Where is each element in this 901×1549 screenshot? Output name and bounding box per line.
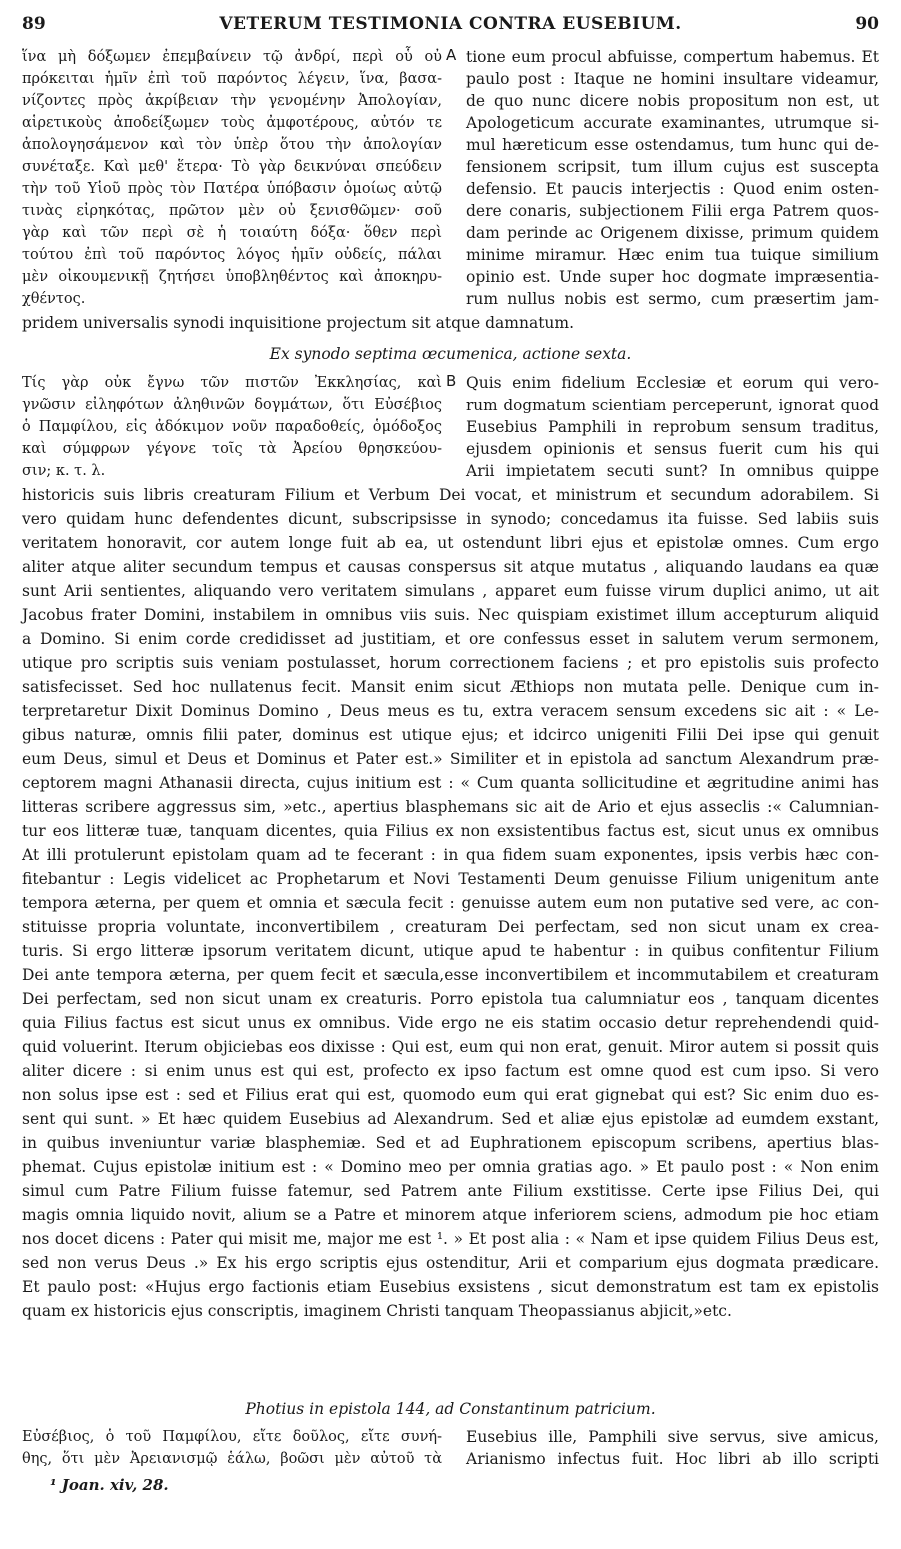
latin-line: de quo nunc dicere nobis propositum non est, ut xyxy=(466,92,879,110)
greek-line: ἵνα μὴ δόξωμεν ἐπεμβαίνειν τῷ ἀνδρί, περὶ οὗ οὐ xyxy=(22,49,442,65)
section-heading: Photius in epistola 144, ad Constantinum patricium. xyxy=(245,1400,656,1418)
margin-marker-a: A xyxy=(446,46,457,64)
full-width-line: litteras scribere aggressus sim, »etc., apertius blasphemans sic ait de Ario et ejus asseclis :« Calumnian- xyxy=(22,798,879,816)
greek-line: καὶ σύμφρων γέγονε τοῖς τὰ Ἀρείου θρησκεύου- xyxy=(22,441,442,457)
full-width-line: Dei ante tempora æterna, per quem fecit et sæcula,esse inconvertibilem et incommutabilem et creaturam xyxy=(22,966,879,984)
margin-marker-b: B xyxy=(446,372,457,390)
full-width-line: At illi protulerunt epistolam quam ad te fecerant : in qua fidem suam exponentes, ipsis verbis hæc con- xyxy=(22,846,879,864)
full-width-line: stituisse propria voluntate, inconvertibilem , creaturam Dei perfectam, sed non sicut unam ex crea- xyxy=(22,918,879,936)
full-width-line: aliter dicere : si enim unus est qui est, profecto ex ipso factum est omne quod est cum ipso. Si vero xyxy=(22,1062,879,1080)
full-width-line: historicis suis libris creaturam Filium et Verbum Dei vocat, et ministrum et secundum adorabilem. Si xyxy=(22,486,879,504)
greek-line: τὴν τοῦ Υἱοῦ πρὸς τὸν Πατέρα ὑπόβασιν ὁμοίως αὐτῷ xyxy=(22,181,442,197)
full-width-line: fitebantur : Legis videlicet ac Prophetarum et Novi Testamenti Deum genuisse Filium unigenitum ante xyxy=(22,870,879,888)
greek-line: συνέταξε. Καὶ μεθ' ἕτερα· Τὸ γὰρ δεικνύναι σπεύδειν xyxy=(22,159,442,175)
latin-line: dere conaris, subjectionem Filii erga Patrem quos- xyxy=(466,202,879,220)
full-width-line: ceptorem magni Athanasii directa, cujus initium est : « Cum quanta sollicitudine et ægritudine animi has xyxy=(22,774,879,792)
running-title: VETERUM TESTIMONIA CONTRA EUSEBIUM. xyxy=(219,14,682,34)
full-width-line: sunt Arii sentientes, aliquando vero veritatem simulans , apparet eum fuisse virum duplici animo, ut ait xyxy=(22,582,879,600)
greek-line: νίζοντες πρὸς ἀκρίβειαν τὴν γενομένην Ἀπολογίαν, xyxy=(22,93,442,109)
running-header xyxy=(22,10,879,40)
latin-line: defensio. Et paucis interjectis : Quod enim osten- xyxy=(466,180,879,198)
full-width-line: eum Deus, simul et Deus et Dominus et Pater est.» Similiter et in epistola ad sanctum Alexandrum præ- xyxy=(22,750,879,768)
full-width-line: pridem universalis synodi inquisitione projectum sit atque damnatum. xyxy=(22,314,575,332)
latin-line: rum nullus nobis est sermo, cum præsertim jam- xyxy=(466,290,879,308)
full-width-line: satisfecisset. Sed hoc nullatenus fecit. Mansit enim sicut Æthiops non mutata pelle. Denique cum in- xyxy=(22,678,879,696)
full-width-line: terpretaretur Dixit Dominus Domino , Deus meus es tu, extra veracem sensum excedens sic ait : « Le- xyxy=(22,702,879,720)
full-width-line: magis omnia liquido novit, alium se a Patre et minorem atque inferiorem sciens, admodum pie hoc etiam xyxy=(22,1206,879,1224)
latin-line: mul hæreticum esse ostendamus, tum hunc qui de- xyxy=(466,136,879,154)
greek-line: Τίς γὰρ οὐκ ἔγνω τῶν πιστῶν Ἐκκλησίας, καὶ xyxy=(22,375,442,391)
greek-line: γὰρ καὶ τῶν περὶ σὲ ἡ τοιαύτη δόξα· ὅθεν περὶ xyxy=(22,225,442,241)
greek-line: ὁ Παμφίλου, εἰς ἀδόκιμον νοῦν παραδοθείς, ὁμόδοξος xyxy=(22,419,442,435)
full-width-line: in quibus inveniuntur variæ blasphemiæ. Sed et ad Euphrationem episcopum scribens, apertius blas- xyxy=(22,1134,879,1152)
full-width-line: non solus ipse est : sed et Filius erat qui est, quomodo eum qui erat gignebat qui est? Sic enim duo es- xyxy=(22,1086,879,1104)
full-width-line: utique pro scriptis suis veniam postulasset, horum correctionem faciens ; et pro epistolis suis profecto xyxy=(22,654,879,672)
greek-line: πρόκειται ἡμῖν ἐπὶ τοῦ παρόντος λέγειν, ἵνα, βασα- xyxy=(22,71,442,87)
full-width-line: a Domino. Si enim corde credidisset ad justitiam, et ore confessus esset in salutem verum sermonem, xyxy=(22,630,879,648)
footnote: ¹ Joan. xiv, 28. xyxy=(50,1476,169,1494)
full-width-line: phemat. Cujus epistolæ initium est : « Domino meo per omnia gratias ago. » Et paulo post : « Non enim xyxy=(22,1158,879,1176)
greek-line: σιν; κ. τ. λ. xyxy=(22,463,106,479)
full-width-line: vero quidam hunc defendentes dicunt, subscripsisse in synodo; concedamus ita fuisse. Sed labiis suis xyxy=(22,510,879,528)
greek-line: μὲν οἰκουμενικῇ ζητήσει ὑποβληθέντος καὶ ἀποκηρυ- xyxy=(22,269,442,285)
latin-line: ejusdem opinionis et sensus fuerit cum his qui xyxy=(466,440,879,458)
latin-line: paulo post : Itaque ne homini insultare videamur, xyxy=(466,70,879,88)
full-width-line: quid voluerint. Iterum objiciebas eos dixisse : Qui est, eum qui non erat, genuit. Miror autem si possit quis xyxy=(22,1038,879,1056)
greek-line: γνῶσιν εἰληφότων ἀληθινῶν δογμάτων, ὅτι Εὐσέβιος xyxy=(22,397,442,413)
greek-line: ἀπολογησάμενον καὶ τὸν ὑπὲρ ὅτου τὴν ἀπολογίαν xyxy=(22,137,442,153)
latin-line: Arii impietatem secuti sunt? In omnibus quippe xyxy=(466,462,879,480)
page-number-left: 89 xyxy=(22,14,46,34)
section-heading: Ex synodo septima œcumenica, actione sexta. xyxy=(269,345,632,363)
greek-line: τούτου ἐπὶ τοῦ παρόντος λόγος ἡμῖν οὐδείς, πάλαι xyxy=(22,247,442,263)
latin-line: Arianismo infectus fuit. Hoc libri ab illo scripti xyxy=(466,1450,879,1468)
full-width-line: turis. Si ergo litteræ ipsorum veritatem dicunt, utique apud te habentur : in quibus confitentur Filium xyxy=(22,942,879,960)
full-width-line: quia Filius factus est sicut unus ex omnibus. Vide ergo ne eis statim occasio detur reprehendendi quid- xyxy=(22,1014,879,1032)
latin-line: Quis enim fidelium Ecclesiæ et eorum qui vero- xyxy=(466,374,879,392)
full-width-line: sent qui sunt. » Et hæc quidem Eusebius ad Alexandrum. Sed et aliæ ejus epistolæ ad eumdem exstant, xyxy=(22,1110,879,1128)
greek-line: θης, ὅτι μὲν Ἀρειανισμῷ ἑάλω, βοῶσι μὲν αὐτοῦ τὰ xyxy=(22,1451,442,1467)
full-width-line: nos docet dicens : Pater qui misit me, major me est ¹. » Et post alia : « Nam et ipse quidem Filius Deus est, xyxy=(22,1230,879,1248)
full-width-line: Et paulo post: «Hujus ergo factionis etiam Eusebius exsistens , sicut demonstratum est tam ex epistolis xyxy=(22,1278,879,1296)
full-width-line: quam ex historicis ejus conscriptis, imaginem Christi tanquam Theopassianus abjicit,»etc. xyxy=(22,1302,732,1320)
latin-line: rum dogmatum scientiam perceperunt, ignorat quod xyxy=(466,396,879,414)
greek-line: αἱρετικοὺς ἀποδείξωμεν τοὺς ἀμφοτέρους, αὐτόν τε xyxy=(22,115,442,131)
latin-line: minime miramur. Hæc enim tua tuique similium xyxy=(466,246,879,264)
full-width-line: aliter atque aliter secundum tempus et causas conspersus sit atque mutatus , aliquando laudans ea quæ xyxy=(22,558,879,576)
greek-line: Εὐσέβιος, ὁ τοῦ Παμφίλου, εἴτε δοῦλος, εἴτε συνή- xyxy=(22,1429,442,1445)
full-width-line: Dei perfectam, sed non sicut unam ex creaturis. Porro epistola tua calumniatur eos , tanquam dicentes xyxy=(22,990,879,1008)
latin-line: Eusebius ille, Pamphili sive servus, sive amicus, xyxy=(466,1428,879,1446)
full-width-line: gibus naturæ, omnis filii pater, dominus est utique ejus; et idcirco unigeniti Filii Dei ipse qui genuit xyxy=(22,726,879,744)
full-width-line: simul cum Patre Filium fuisse fatemur, sed Patrem ante Filium exstitisse. Certe ipse Filius Dei, qui xyxy=(22,1182,879,1200)
full-width-line: Jacobus frater Domini, instabilem in omnibus viis suis. Nec quispiam existimet illum accepturum aliquid xyxy=(22,606,879,624)
greek-line: χθέντος. xyxy=(22,291,86,307)
latin-line: dam perinde ac Origenem dixisse, primum quidem xyxy=(466,224,879,242)
latin-line: tione eum procul abfuisse, compertum habemus. Et xyxy=(466,48,879,66)
page-number-right: 90 xyxy=(855,14,879,34)
full-width-line: tempora æterna, per quem et omnia et sæcula fecit : genuisse autem eum non putative sed vere, ac con- xyxy=(22,894,879,912)
latin-line: Apologeticum accurate examinantes, utrumque si- xyxy=(466,114,879,132)
latin-line: Eusebius Pamphili in reprobum sensum traditus, xyxy=(466,418,879,436)
full-width-line: veritatem honoravit, cor autem longe fuit ab ea, ut ostendunt libri ejus et epistolæ omnes. Cum ergo xyxy=(22,534,879,552)
latin-line: fensionem scripsit, tum illum cujus est suscepta xyxy=(466,158,879,176)
full-width-line: sed non verus Deus .» Ex his ergo scriptis ejus ostenditur, Arii et comparium ejus dogmata prædicare. xyxy=(22,1254,879,1272)
full-width-line: tur eos litteræ tuæ, tanquam dicentes, quia Filius ex non exsistentibus factus est, sicut unus ex omnibus xyxy=(22,822,879,840)
latin-line: opinio est. Unde super hoc dogmate impræsentia- xyxy=(466,268,879,286)
greek-line: τινὰς εἰρηκότας, πρῶτον μὲν οὐ ξενισθῶμεν· σοῦ xyxy=(22,203,442,219)
